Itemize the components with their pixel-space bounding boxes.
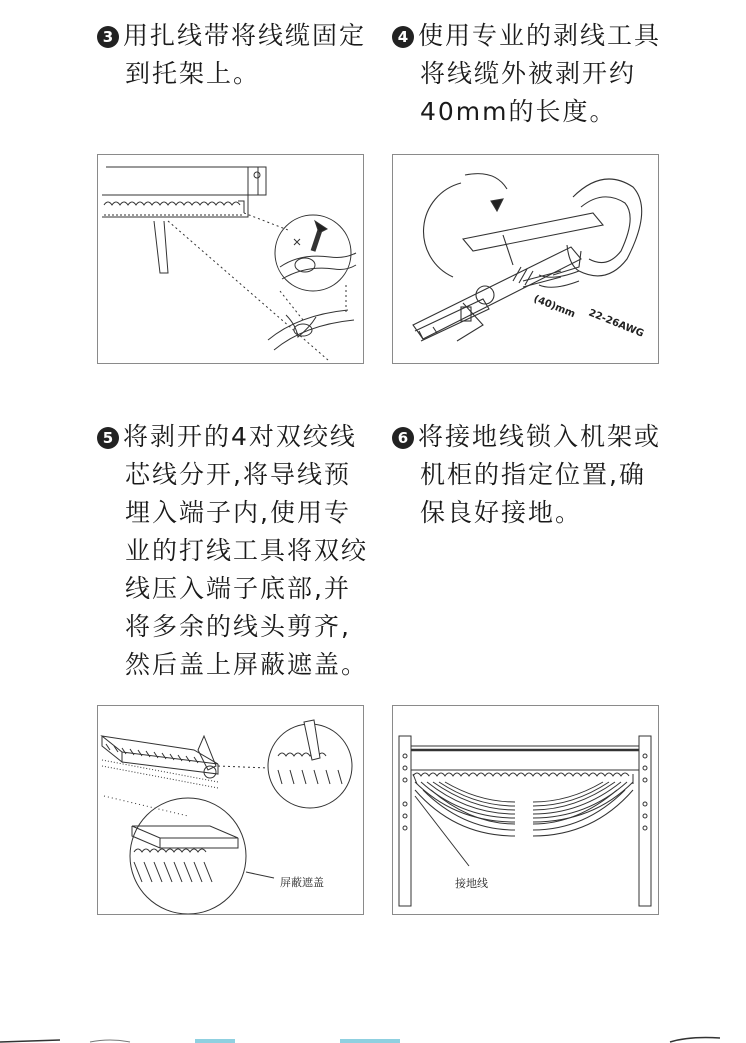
step-5-text — [97, 418, 368, 684]
strip-tool-illustration — [393, 155, 658, 363]
step-5-line-1: 将剥开的4对双绞线 — [123, 422, 357, 451]
cable-tie-illustration — [98, 155, 363, 363]
step-number-3: 3 — [97, 26, 119, 48]
step-number-6: 6 — [392, 427, 414, 449]
step-4-text — [392, 17, 661, 131]
step-6-line-1: 将接地线锁入机架或 — [418, 422, 662, 451]
figure-strip-tool — [392, 154, 659, 364]
step-6-line-2: 机柜的指定位置,确 — [420, 460, 646, 489]
strip-measure-label: (40)mm — [531, 293, 577, 321]
step-5-line-5: 线压入端子底部,并 — [125, 574, 351, 603]
figure-cable-tie — [97, 154, 364, 364]
figure-ground-wire — [392, 705, 659, 915]
step-4-line-3: 40mm的长度。 — [420, 97, 617, 126]
strip-gauge-label: 22-26AWG — [586, 307, 646, 340]
step-6-line-3: 保良好接地。 — [420, 498, 583, 527]
shield-cover-label: 屏蔽遮盖 — [280, 876, 324, 889]
step-4-line-2: 将线缆外被剥开约 — [420, 59, 637, 88]
step-3-line-1: 用扎线带将线缆固定 — [123, 21, 367, 50]
step-5-line-6: 将多余的线头剪齐, — [125, 612, 351, 641]
shield-cover-illustration — [98, 706, 363, 914]
figure-shield-cover — [97, 705, 364, 915]
step-4-line-1: 使用专业的剥线工具 — [418, 21, 662, 50]
step-5-line-2: 芯线分开,将导线预 — [125, 460, 351, 489]
step-6-text — [392, 418, 661, 532]
step-number-5: 5 — [97, 427, 119, 449]
step-5-line-3: 埋入端子内,使用专 — [125, 498, 351, 527]
ground-wire-illustration — [393, 706, 658, 914]
bottom-edge-decoration — [0, 1036, 746, 1043]
ground-wire-label: 接地线 — [455, 877, 488, 890]
step-3-line-2: 到托架上。 — [125, 59, 261, 88]
step-number-4: 4 — [392, 26, 414, 48]
step-5-line-4: 业的打线工具将双绞 — [125, 536, 369, 565]
step-3-text — [97, 17, 366, 93]
step-5-line-7: 然后盖上屏蔽遮盖。 — [125, 650, 369, 679]
